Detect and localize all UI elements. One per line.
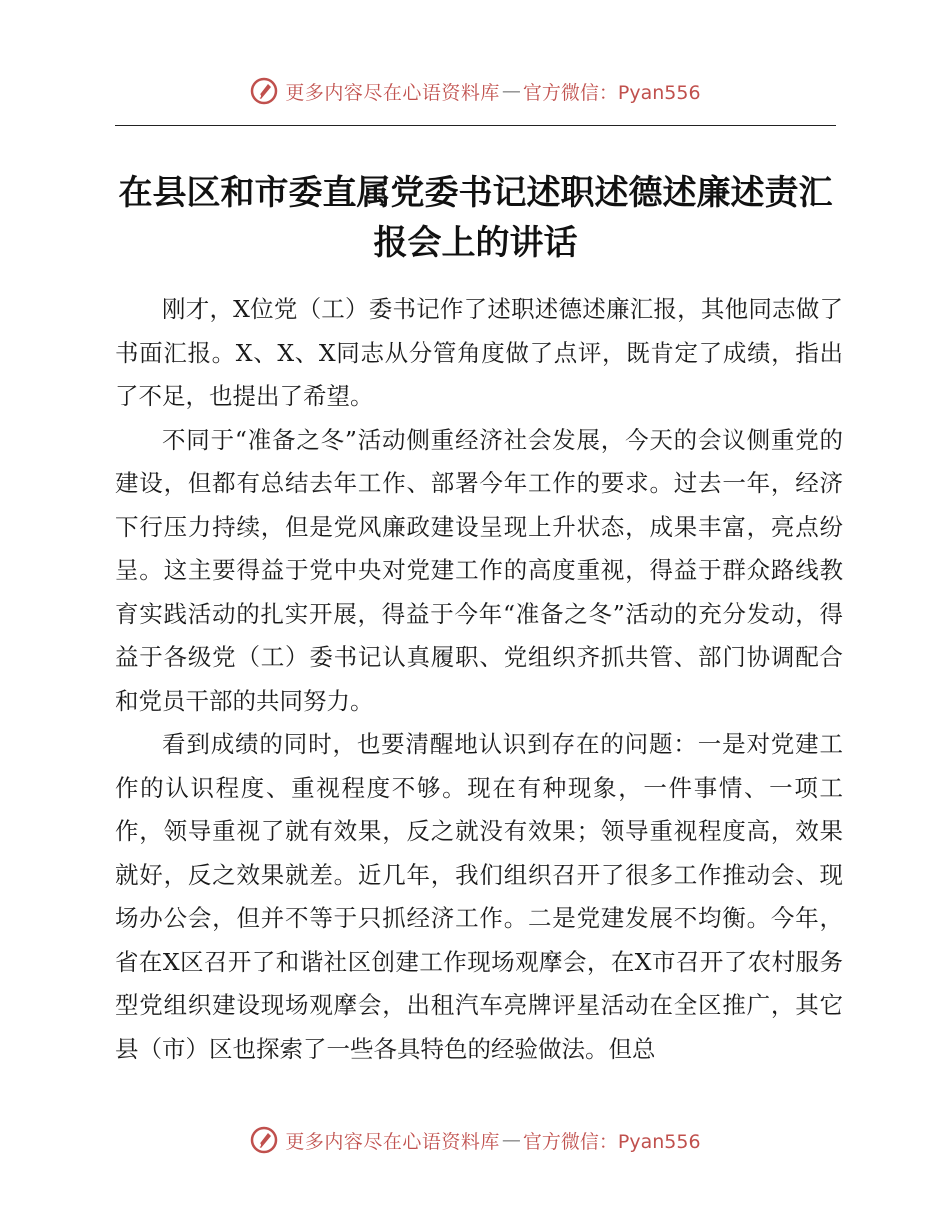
document-body	[115, 288, 843, 1071]
paragraph: 刚才，X位党（工）委书记作了述职述德述廉汇报，其他同志做了书面汇报。X、X、X同志从分管角度做了点评，既肯定了成绩，指出了不足，也提出了希望。	[115, 295, 843, 410]
header-watermark	[0, 71, 950, 111]
pen-nib-logo-icon	[249, 76, 279, 106]
header-rule	[115, 125, 836, 126]
document-title: 在县区和市委直属党委书记述职述德述廉述责汇报会上的讲话	[118, 173, 833, 263]
watermark-separator: —	[501, 1129, 521, 1151]
watermark-right-text: 官方微信：Pyan556	[522, 1130, 701, 1153]
footer-watermark	[0, 1120, 950, 1160]
watermark-left-text: 更多内容尽在心语资料库	[285, 81, 500, 104]
pen-nib-logo-icon	[249, 1125, 279, 1155]
watermark-separator: —	[501, 80, 521, 102]
watermark-right-text: 官方微信：Pyan556	[522, 81, 701, 104]
watermark-left-text: 更多内容尽在心语资料库	[285, 1130, 500, 1153]
paragraph: 不同于“准备之冬”活动侧重经济社会发展，今天的会议侧重党的建设，但都有总结去年工作、部署今年工作的要求。过去一年，经济下行压力持续，但是党风廉政建设呈现上升状态，成果丰富，亮点纷呈。这主要得益于党中央对党建工作的高度重视，得益于群众路线教育实践活动的扎实开展，得益于今年“准备之冬”活动的充分发动，得益于各级党（工）委书记认真履职、党组织齐抓共管、部门协调配合和党员干部的共同努力。	[115, 425, 843, 715]
paragraph: 看到成绩的同时，也要清醒地认识到存在的问题：一是对党建工作的认识程度、重视程度不够。现在有种现象，一件事情、一项工作，领导重视了就有效果，反之就没有效果；领导重视程度高，效果就好，反之效果就差。近几年，我们组织召开了很多工作推动会、现场办公会，但并不等于只抓经济工作。二是党建发展不均衡。今年，省在X区召开了和谐社区创建工作现场观摩会，在X市召开了农村服务型党组织建设现场观摩会，出租汽车亮牌评星活动在全区推广，其它县（市）区也探索了一些各具特色的经验做法。但总	[115, 730, 843, 1063]
